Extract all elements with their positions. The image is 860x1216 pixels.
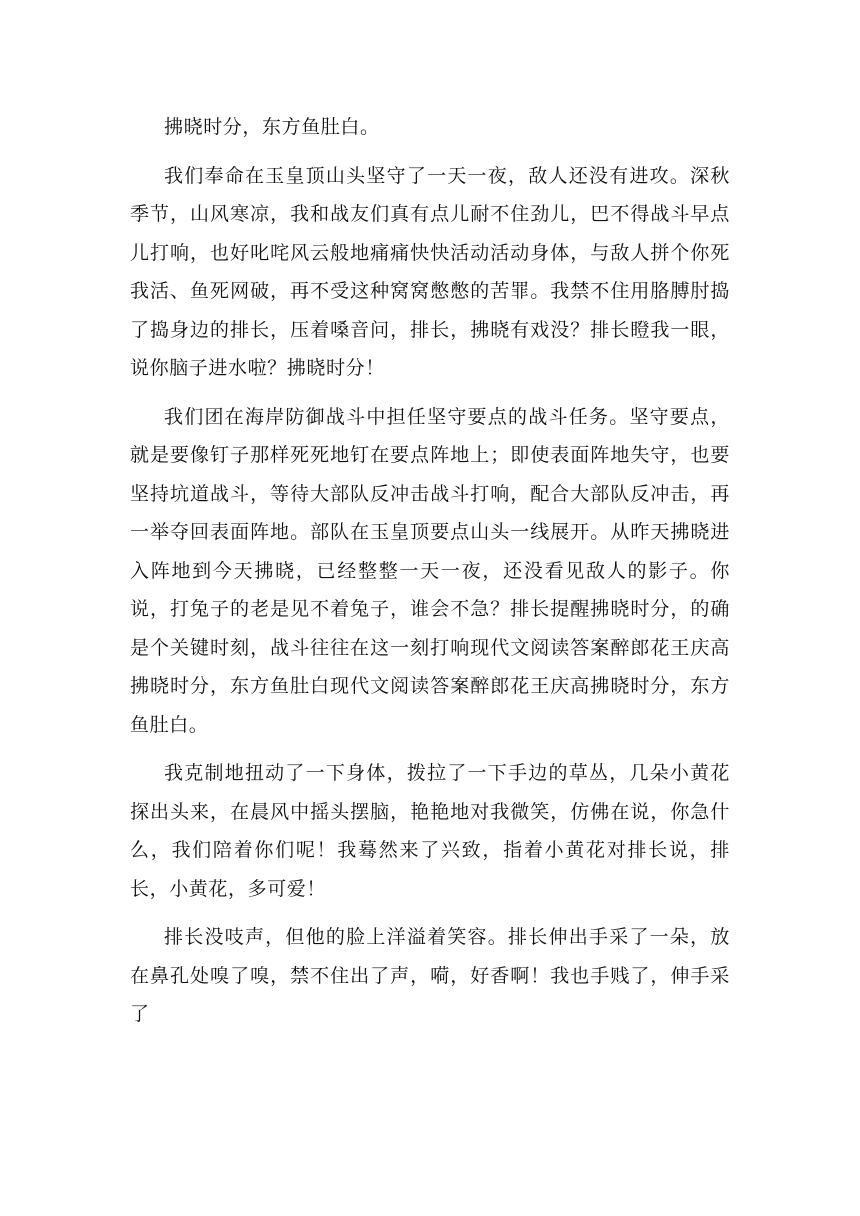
paragraph-2: 我们奉命在玉皇顶山头坚守了一天一夜，敌人还没有进攻。深秋季节，山风寒凉，我和战友们真有点儿耐不住劲儿，巴不得战斗早点儿打响，也好叱咤风云般地痛痛快快活动活动身体，与敌人拼个你死我活、鱼死网破，再不受这种窝窝憋憋的苦罪。我禁不住用胳膊肘捣了捣身边的排长，压着嗓音问，排长，拂晓有戏没？排长瞪我一眼，说你脑子进水啦？拂晓时分！ [130, 164, 730, 379]
paragraph-1: 拂晓时分，东方鱼肚白。 [164, 116, 380, 138]
paragraph-5: 排长没吱声，但他的脸上洋溢着笑容。排长伸出手采了一朵，放在鼻孔处嗅了嗅，禁不住出了声，嗬，好香啊！我也手贱了，伸手采了 [130, 926, 730, 1025]
document-body [130, 108, 730, 1044]
paragraph-3: 我们团在海岸防御战斗中担任坚守要点的战斗任务。坚守要点，就是要像钉子那样死死地钉在要点阵地上；即使表面阵地失守，也要坚持坑道战斗，等待大部队反冲击战斗打响，配合大部队反冲击，再一举夺回表面阵地。部队在玉皇顶要点山头一线展开。从昨天拂晓进入阵地到今天拂晓，已经整整一天一夜，还没看见敌人的影子。你说，打兔子的老是见不着兔子，谁会不急？排长提醒拂晓时分，的确是个关键时刻，战斗往往在这一刻打响现代文阅读答案醉郎花王庆高拂晓时分，东方鱼肚白现代文阅读答案醉郎花王庆高拂晓时分，东方鱼肚白。 [130, 405, 730, 736]
paragraph-4: 我克制地扭动了一下身体，拨拉了一下手边的草丛，几朵小黄花探出头来，在晨风中摇头摆脑，艳艳地对我微笑，仿佛在说，你急什么，我们陪着你们呢！我蓦然来了兴致，指着小黄花对排长说，排长，小黄花，多可爱！ [130, 762, 730, 900]
